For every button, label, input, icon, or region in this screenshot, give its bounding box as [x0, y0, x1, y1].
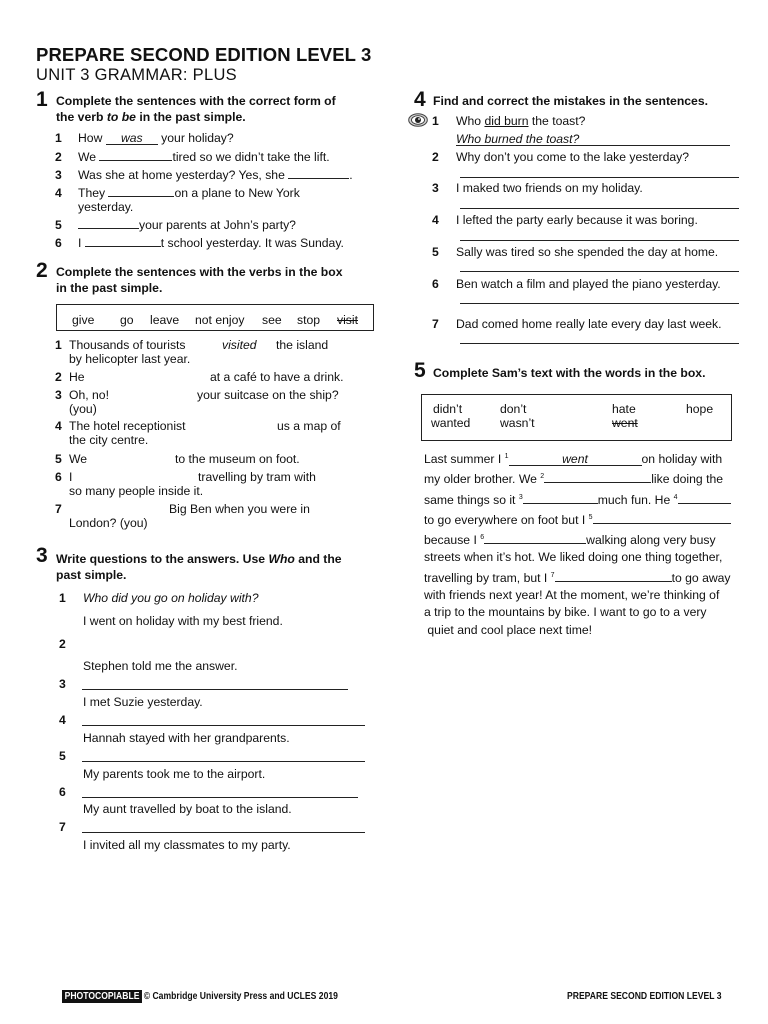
s2-word-visit: visit	[337, 313, 358, 327]
s3-item-3-line[interactable]	[82, 689, 348, 690]
s4-item-6-text: Ben watch a film and played the piano yesterday.	[456, 277, 721, 291]
s4-example-correction[interactable]: Who burned the toast?	[456, 132, 580, 146]
audio-eye-icon	[408, 113, 428, 127]
s5-word-hope: hope	[686, 402, 714, 416]
s2-item-5: 5 We	[55, 452, 88, 466]
section-4-number: 4	[414, 88, 426, 111]
s3-item-6-number: 6	[59, 785, 66, 799]
s4-item-2-line[interactable]	[460, 177, 739, 178]
footer-copyright: PHOTOCOPIABLE © Cambridge University Press and UCLES 2019	[62, 991, 338, 1002]
s3-item-5-line[interactable]	[82, 761, 365, 762]
s2-word-go: go	[120, 313, 134, 327]
s2-item-1-rest: the island	[276, 338, 329, 352]
section-5-instruction: Complete Sam’s text with the words in the box.	[433, 366, 706, 380]
s5-gap-4[interactable]	[678, 492, 731, 504]
s5-gap-7[interactable]	[555, 570, 672, 582]
section-2-number: 2	[36, 259, 48, 282]
s4-item-6-number: 6	[432, 277, 439, 291]
s5-gap-2[interactable]	[544, 471, 651, 483]
s2-word-give: give	[72, 313, 95, 327]
s2-item-2-rest: at a café to have a drink.	[210, 370, 344, 384]
s3-item-1-question[interactable]: Who did you go on holiday with?	[83, 591, 259, 605]
s1-item-6-blank[interactable]	[85, 235, 161, 247]
s3-item-1-number: 1	[59, 591, 66, 605]
s3-item-3-answer: I met Suzie yesterday.	[83, 695, 203, 709]
s4-item-7-number: 7	[432, 317, 439, 331]
s1-item-1-answer[interactable]: was	[106, 132, 158, 145]
s1-item-3-blank[interactable]	[288, 167, 349, 179]
section-3-number: 3	[36, 544, 48, 567]
s3-item-6-line[interactable]	[82, 797, 358, 798]
section-1-instruction: Complete the sentences with the correct form of the verb to be in the past simple.	[56, 94, 336, 124]
s5-gap-6[interactable]	[484, 532, 586, 544]
s5-word-went: went	[612, 416, 638, 430]
s1-item-4-blank[interactable]	[108, 185, 174, 197]
section-3-instruction: Write questions to the answers. Use Who and the past simple.	[56, 552, 342, 582]
s2-item-6-rest: travelling by tram with	[198, 470, 316, 484]
s4-item-7-text: Dad comed home really late every day last week.	[456, 317, 722, 331]
s4-item-4-text: I lefted the party early because it was boring.	[456, 213, 698, 227]
s3-item-1-answer: I went on holiday with my best friend.	[83, 614, 283, 628]
s5-gap-5[interactable]	[593, 512, 731, 524]
s5-gap-3[interactable]	[523, 492, 598, 504]
s4-item-2-text: Why don’t you come to the lake yesterday?	[456, 150, 690, 164]
s5-word-didnt: didn’t	[433, 402, 463, 416]
s1-item-5-blank[interactable]	[78, 217, 139, 229]
s2-word-leave: leave	[150, 313, 180, 327]
page-subtitle: UNIT 3 GRAMMAR: PLUS	[36, 66, 237, 84]
s3-item-5-answer: My parents took me to the airport.	[83, 767, 266, 781]
s1-item-1: 1 How was your holiday?	[55, 131, 234, 145]
s4-item-5-line[interactable]	[460, 271, 739, 272]
photocopiable-badge: PHOTOCOPIABLE	[62, 990, 142, 1003]
s2-item-2: 2 He	[55, 370, 85, 384]
s4-example-sentence: Who did burn the toast?	[456, 114, 586, 128]
s3-item-3-number: 3	[59, 677, 66, 691]
s2-item-7-rest: Big Ben when you were in	[169, 502, 310, 516]
s4-item-3-text: I maked two friends on my holiday.	[456, 181, 643, 195]
page-title: PREPARE SECOND EDITION LEVEL 3	[36, 44, 372, 65]
s2-word-stop: stop	[297, 313, 321, 327]
s2-item-3-rest: your suitcase on the ship?	[197, 388, 339, 402]
s2-item-4: 4 The hotel receptionist the city centre.	[55, 419, 186, 447]
s1-item-5: 5 your parents at John’s party?	[55, 218, 296, 232]
s3-item-5-number: 5	[59, 749, 66, 763]
s3-item-7-number: 7	[59, 820, 66, 834]
s5-text: Last summer I $^1$ went on holiday with my older brother. We $^2$ like doing the same things so it $^3$ much fun. He $^4$ to go everywhere on foot but I $^5$ because I $^6$ walking along very busy streets when it’s hot. We liked doing one thing together, travelling by tram, but I $^7$ to go away with friends next year! At the moment, we’re thinking of a trip to the mountains by bike. I want to go to a very quiet and cool place next time!	[424, 452, 731, 637]
s5-gap-1-answer[interactable]: went	[509, 453, 642, 466]
s4-item-3-line[interactable]	[460, 208, 739, 209]
s4-item-5-text: Sally was tired so she spended the day at home.	[456, 245, 719, 259]
s2-word-not-enjoy: not enjoy	[195, 313, 245, 327]
s3-item-4-line[interactable]	[82, 725, 365, 726]
s3-item-4-answer: Hannah stayed with her grandparents.	[83, 731, 290, 745]
s1-item-4: 4 They on a plane to New York yesterday.	[55, 186, 300, 214]
s5-word-dont: don’t	[500, 402, 527, 416]
s3-item-7-answer: I invited all my classmates to my party.	[83, 838, 291, 852]
s1-item-2-blank[interactable]	[99, 149, 172, 161]
s2-item-1: 1 Thousands of tourists by helicopter last year.	[55, 338, 191, 366]
s4-example-number: 1	[432, 114, 439, 128]
footer-level: PREPARE SECOND EDITION LEVEL 3	[567, 991, 722, 1002]
section-5-number: 5	[414, 359, 426, 382]
s2-word-see: see	[262, 313, 282, 327]
s2-item-7: 7 London? (you)	[55, 502, 148, 530]
s5-word-wasnt: wasn’t	[500, 416, 535, 430]
s4-item-4-line[interactable]	[460, 240, 739, 241]
s4-item-3-number: 3	[432, 181, 439, 195]
s3-item-6-answer: My aunt travelled by boat to the island.	[83, 802, 292, 816]
section-4-instruction: Find and correct the mistakes in the sentences.	[433, 94, 708, 108]
s4-item-4-number: 4	[432, 213, 439, 227]
s3-item-2-number: 2	[59, 637, 66, 651]
s5-word-wanted: wanted	[431, 416, 471, 430]
section-2-instruction: Complete the sentences with the verbs in the box in the past simple.	[56, 265, 343, 295]
s2-item-4-rest: us a map of	[277, 419, 341, 433]
s3-item-2-answer: Stephen told me the answer.	[83, 659, 238, 673]
s1-item-2: 2 We tired so we didn’t take the lift.	[55, 150, 330, 164]
s4-item-7-line[interactable]	[460, 343, 739, 344]
s3-item-4-number: 4	[59, 713, 66, 727]
s2-item-5-rest: to the museum on foot.	[175, 452, 300, 466]
s2-item-1-answer[interactable]: visited	[222, 338, 257, 352]
s5-word-hate: hate	[612, 402, 636, 416]
s4-example-line	[456, 145, 730, 146]
s4-item-5-number: 5	[432, 245, 439, 259]
s2-item-6: 6 I so many people inside it.	[55, 470, 204, 498]
s4-item-6-line[interactable]	[460, 303, 739, 304]
s4-item-2-number: 2	[432, 150, 439, 164]
s2-item-3: 3 Oh, no! (you)	[55, 388, 109, 416]
s3-item-7-line[interactable]	[82, 832, 365, 833]
s1-item-3: 3 Was she at home yesterday? Yes, she .	[55, 168, 353, 182]
s1-item-6: 6 I t school yesterday. It was Sunday.	[55, 236, 344, 250]
section-1-number: 1	[36, 88, 48, 111]
